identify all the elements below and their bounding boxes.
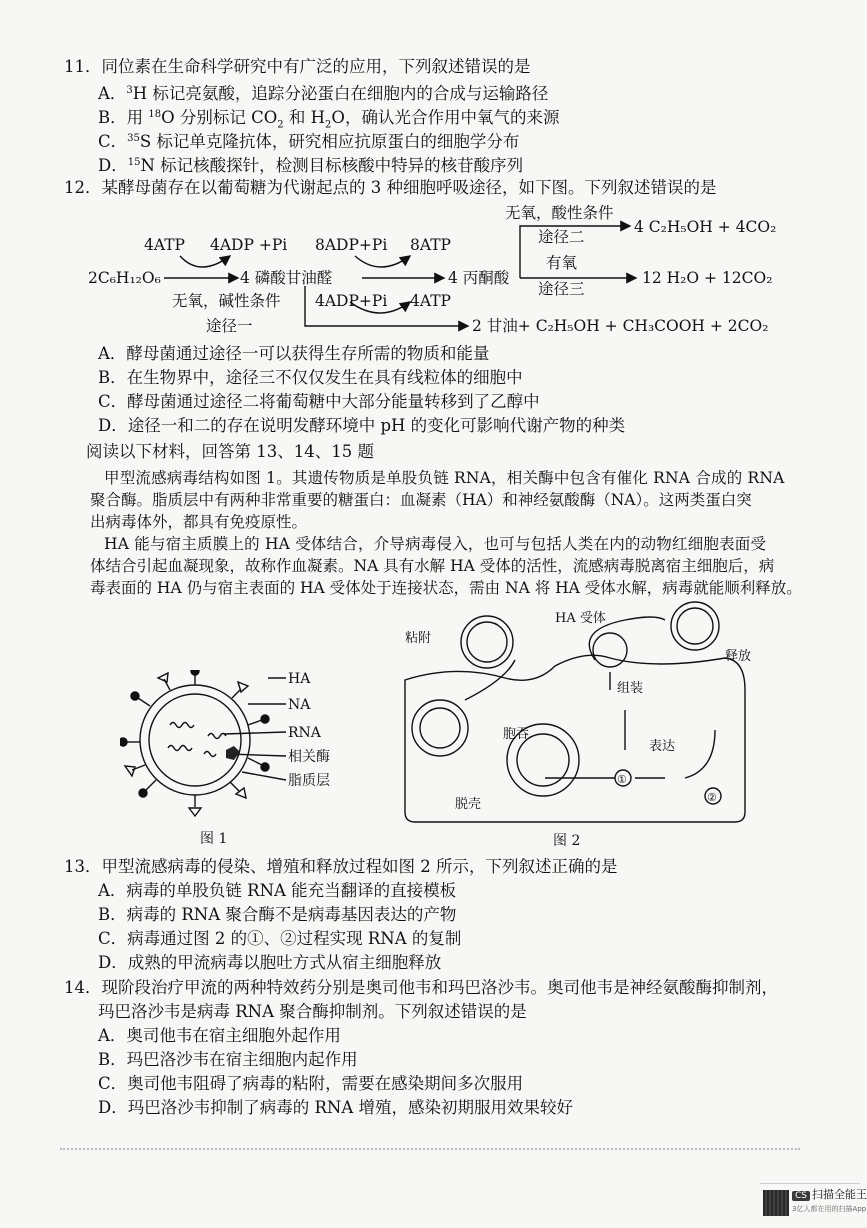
q11-option-d: D．$^{15}$N 标记核酸探针，检测目标核酸中特异的核苷酸序列 (98, 156, 524, 175)
fig2-label-release: 释放 (725, 649, 752, 664)
q13-stem: 13．甲型流感病毒的侵染、增殖和释放过程如图 2 所示，下列叙述正确的是 (64, 857, 618, 876)
fig2-label-receptor: HA 受体 (555, 611, 606, 626)
material-p1-l1: 甲型流感病毒结构如图 1。其遗传物质是单股负链 RNA，相关酶中包含有催化 RNA 合成的 RNA (104, 469, 785, 487)
atp2-out: 8ATP (410, 236, 451, 254)
condition-3: 有氧 (546, 254, 578, 272)
q13-option-a: A．病毒的单股负链 RNA 能充当翻译的直接模板 (98, 881, 457, 900)
reading-intro: 阅读以下材料，回答第 13、14、15 题 (86, 442, 374, 461)
q13-option-b: B．病毒的 RNA 聚合酶不是病毒基因表达的产物 (98, 905, 457, 924)
adp3-in: 4ADP+Pi (315, 292, 388, 310)
q11-option-a: A．$^3$H 标记亮氨酸，追踪分泌蛋白在细胞内的合成与运输路径 (98, 84, 549, 103)
fig1-label-rna: RNA (288, 725, 321, 741)
respiration-pathway-diagram (80, 198, 780, 343)
fig2-label-assemble: 组装 (617, 681, 644, 696)
fig1-label-na: NA (288, 697, 311, 713)
pyruvate: 4 丙酮酸 (448, 269, 510, 287)
material-p2-l3: 毒表面的 HA 仍与宿主表面的 HA 受体处于连接状态，需由 NA 将 HA 受体水解，病毒就能顺利释放。 (90, 579, 802, 597)
pathway-1: 途径一 (206, 317, 253, 335)
fig2-label-attach: 粘附 (405, 631, 432, 646)
q11-option-b: B．用 $^{18}$O 分别标记 $CO_2$ 和 $H_2O$，确认光合作用中氧气的来源 (98, 108, 560, 131)
fig2-step-2: ② (707, 791, 717, 804)
fig1-label-enzyme: 相关酶 (288, 749, 330, 765)
q12-option-a: A．酵母菌通过途径一可以获得生存所需的物质和能量 (98, 344, 490, 363)
q14-stem-line2: 玛巴洛沙韦是病毒 RNA 聚合酶抑制剂。下列叙述错误的是 (98, 1002, 527, 1021)
fig2-step-1: ① (617, 773, 627, 786)
fig2-label-express: 表达 (649, 739, 676, 754)
atp1-in: 4ATP (144, 236, 185, 254)
q11-option-c: C．$^{35}$S 标记单克隆抗体，研究相应抗原蛋白的细胞学分布 (98, 132, 520, 151)
q12-option-d: D．途径一和二的存在说明发酵环境中 pH 的变化可影响代谢产物的种类 (98, 416, 626, 435)
q14-option-b: B．玛巴洛沙韦在宿主细胞内起作用 (98, 1050, 358, 1069)
fig2-label-uncoat: 脱壳 (455, 797, 482, 812)
q14-option-c: C．奥司他韦阻碍了病毒的粘附，需要在感染期间多次服用 (98, 1074, 524, 1093)
material-p1-l3: 出病毒体外，都具有免疫原性。 (90, 513, 308, 531)
q14-stem-line1: 14．现阶段治疗甲流的两种特效药分别是奥司他韦和玛巴洛沙韦。奥司他韦是神经氨酸酶抑制剂， (64, 978, 778, 997)
fig1-label-ha: HA (288, 671, 311, 687)
q12-option-c: C．酵母菌通过途径二将葡萄糖中大部分能量转移到了乙醇中 (98, 392, 540, 411)
material-p2-l1: HA 能与宿主质膜上的 HA 受体结合，介导病毒侵入，也可与包括人类在内的动物红细胞表面受 (104, 535, 767, 553)
q14-option-d: D．玛巴洛沙韦抑制了病毒的 RNA 增殖，感染初期服用效果较好 (98, 1098, 573, 1117)
figure-1-caption: 图 1 (200, 831, 228, 847)
condition-1: 无氧，碱性条件 (172, 292, 281, 310)
q13-option-c: C．病毒通过图 2 的①、②过程实现 RNA 的复制 (98, 929, 462, 948)
q12-stem: 12．某酵母菌存在以葡萄糖为代谢起点的 3 种细胞呼吸途径，如下图。下列叙述错误的是 (64, 178, 717, 197)
product-2: 4 C₂H₅OH + 4CO₂ (634, 218, 777, 236)
g3p: 4 磷酸甘油醛 (240, 269, 333, 287)
figure-2-infection-cycle (395, 600, 755, 830)
scanner-logo: CS (792, 1191, 810, 1201)
scanner-brand (792, 1186, 867, 1202)
atp3-out: 4ATP (410, 292, 451, 310)
adp2-in: 8ADP+Pi (315, 236, 388, 254)
scanner-tagline: 3亿人都在用的扫描App (792, 1205, 867, 1213)
condition-2: 无氧，酸性条件 (505, 204, 614, 222)
figure-1-virus-structure (120, 670, 350, 850)
q14-option-a: A．奥司他韦在宿主细胞外起作用 (98, 1026, 341, 1045)
q11-stem: 11．同位素在生命科学研究中有广泛的应用，下列叙述错误的是 (64, 57, 531, 76)
pathway-3: 途径三 (538, 280, 585, 298)
fig2-label-endocytosis: 胞吞 (503, 727, 530, 742)
q12-option-b: B．在生物界中，途径三不仅仅发生在具有线粒体的细胞中 (98, 368, 523, 387)
product-3: 12 H₂O + 12CO₂ (642, 269, 773, 287)
product-1: 2 甘油+ C₂H₅OH + CH₃COOH + 2CO₂ (472, 317, 769, 335)
cut-off-footer (60, 1148, 800, 1158)
adp1-out: 4ADP +Pi (210, 236, 288, 254)
material-p1-l2: 聚合酶。脂质层中有两种非常重要的糖蛋白：血凝素（HA）和神经氨酸酶（NA）。这两类蛋白突 (90, 491, 752, 509)
pathway-2: 途径二 (538, 228, 585, 246)
material-p2-l2: 体结合引起血凝现象，故称作血凝素。NA 具有水解 HA 受体的活性，流感病毒脱离宿主细胞后，病 (90, 557, 775, 575)
q13-option-d: D．成熟的甲流病毒以胞吐方式从宿主细胞释放 (98, 953, 442, 972)
figure-2-caption: 图 2 (553, 833, 581, 849)
qr-code-icon (763, 1190, 789, 1216)
fig1-label-lipid: 脂质层 (288, 773, 330, 789)
scanner-name: 扫描全能王 (812, 1188, 867, 1201)
glucose: 2C₆H₁₂O₆ (88, 269, 161, 287)
